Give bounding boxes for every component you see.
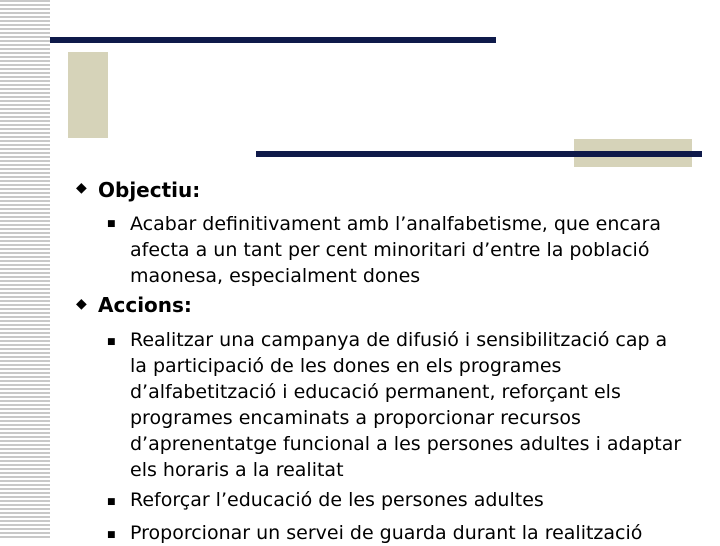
actions-heading: Accions: — [98, 293, 192, 317]
action-item: Reforçar l’educació de les persones adultes — [130, 489, 544, 511]
square-bullet-icon: ■ — [107, 337, 116, 347]
diamond-bullet-icon: ◆ — [76, 180, 87, 196]
action-item: Realitzar una campanya de difusió i sensibilització cap a la participació de les dones en els programes d’alfabetització i educació permanent, reforçant els programes encaminats a proporcionar recursos d’aprenentatge funcional a les persones adultes i adaptar els horaris a la realitat — [130, 329, 682, 481]
square-bullet-icon: ■ — [107, 530, 116, 540]
diamond-bullet-icon: ◆ — [76, 296, 87, 312]
square-bullet-icon: ■ — [107, 497, 116, 507]
objective-item: Acabar definitivament amb l’analfabetisme, que encara afecta a un tant per cent minoritari d’entre la població maonesa, especialment dones — [130, 213, 661, 287]
square-bullet-icon: ■ — [107, 219, 116, 229]
action-item: Proporcionar un servei de guarda durant la realització — [130, 522, 643, 544]
objective-heading: Objectiu: — [98, 178, 201, 202]
